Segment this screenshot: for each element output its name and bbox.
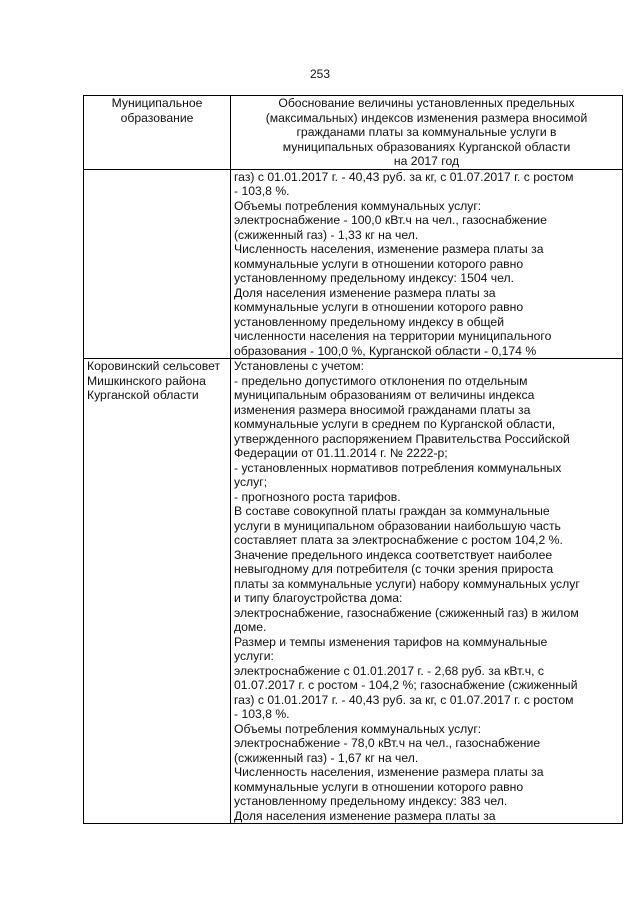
header-col2-line: на 2017 год: [393, 154, 460, 168]
text-line: численности населения на территории муниципального: [234, 329, 552, 343]
text-line: Значение предельного индекса соответствует наиболее: [234, 547, 553, 562]
header-col2-line: Обоснование величины установленных предельных: [278, 96, 575, 110]
text-line: электроснабжение - 78,0 кВт.ч на чел., газоснабжение: [234, 736, 541, 750]
text-line: - предельно допустимого отклонения по отдельным: [234, 373, 528, 388]
text-line: установленному предельному индексу: 1504 чел.: [234, 271, 515, 285]
text-line: услуги в муниципальном образовании наибольшую часть: [234, 518, 561, 533]
text-line: коммунальные услуги в отношении которого равно: [234, 300, 524, 314]
text-line: газ) с 01.01.2017 г. - 40,43 руб. за кг, с 01.07.2017 г. с ростом: [234, 692, 574, 707]
text-line: Доля населения изменение размера платы за: [234, 285, 496, 300]
text-line: услуг;: [234, 475, 268, 489]
text-line: Доля населения изменение размера платы за: [234, 808, 496, 823]
text-line: - 103,8 %.: [234, 184, 290, 198]
municipality-cell: [84, 359, 231, 824]
text-line: муниципальным образованиям от величины индекса: [234, 388, 535, 402]
text-line: Объемы потребления коммунальных услуг:: [234, 198, 482, 213]
header-municipality-cell: [84, 96, 231, 170]
text-line: газ) с 01.01.2017 г. - 40,43 руб. за кг, с 01.07.2017 г. с ростом: [234, 169, 574, 184]
text-line: образования - 100,0 %, Курганской области - 0,174 %: [234, 343, 537, 358]
text-line: - 103,8 %.: [234, 707, 290, 721]
municipality-name-line: Коровинский сельсовет: [87, 359, 221, 373]
text-line: невыгодному для потребителя (с точки зрения прироста: [234, 562, 554, 576]
header-col1-line: образование: [120, 110, 194, 125]
text-line: В составе совокупной платы граждан за коммунальные: [234, 504, 550, 518]
justification-cell: [231, 359, 623, 824]
text-line: установленному предельному индексу в общей: [234, 314, 505, 329]
header-col2-line: гражданами платы за коммунальные услуги в: [296, 125, 557, 139]
municipality-name-line: Мишкинского района: [87, 373, 206, 388]
text-line: Размер и темпы изменения тарифов на коммунальные: [234, 634, 548, 649]
text-line: электроснабжение - 100,0 кВт.ч на чел., газоснабжение: [234, 213, 547, 227]
tariff-index-table: [83, 95, 623, 824]
text-line: Федерации от 01.11.2014 г. № 2222-р;: [234, 446, 448, 460]
text-line: коммунальные услуги в отношении которого равно: [234, 256, 524, 271]
text-line: Установлены с учетом:: [234, 359, 364, 373]
header-col2-line: муниципальных образованиях Курганской области: [282, 139, 571, 154]
text-line: (сжиженный газ) - 1,33 кг на чел.: [234, 227, 419, 242]
table-header-row: [84, 96, 623, 170]
header-col2-line: (максимальных) индексов изменения размера вносимой: [265, 110, 588, 125]
text-line: платы за коммунальные услуги) набору коммунальных услуг: [234, 576, 580, 591]
justification-cell: [231, 169, 623, 359]
table-row: [84, 359, 623, 824]
text-line: коммунальные услуги в среднем по Курганской области,: [234, 417, 556, 431]
table-row: [84, 169, 623, 359]
page-number: 253: [309, 67, 331, 81]
municipality-cell: [84, 169, 231, 359]
header-justification-cell: [231, 96, 623, 170]
text-line: электроснабжение с 01.01.2017 г. - 2,68 руб. за кВт.ч, с: [234, 663, 544, 678]
text-line: утвержденного распоряжением Правительства Российской: [234, 431, 570, 446]
text-line: - прогнозного роста тарифов.: [234, 489, 401, 504]
header-col1-line: Муниципальное: [111, 96, 203, 110]
text-line: 01.07.2017 г. с ростом - 104,2 %; газоснабжение (сжиженный: [234, 678, 578, 692]
text-line: и типу благоустройства дома:: [234, 591, 403, 605]
text-line: Численность населения, изменение размера платы за: [234, 765, 544, 779]
text-line: услуги:: [234, 649, 274, 663]
text-line: установленному предельному индексу: 383 чел.: [234, 794, 508, 808]
text-line: коммунальные услуги в отношении которого равно: [234, 779, 524, 794]
text-line: электроснабжение, газоснабжение (сжиженный газ) в жилом: [234, 605, 579, 620]
text-line: (сжиженный газ) - 1,67 кг на чел.: [234, 750, 419, 765]
text-line: - установленных нормативов потребления коммунальных: [234, 460, 562, 475]
text-line: составляет плата за электроснабжение с ростом 104,2 %.: [234, 533, 563, 547]
municipality-name-line: Курганской области: [87, 388, 199, 402]
text-line: изменения размера вносимой гражданами платы за: [234, 402, 531, 417]
text-line: доме.: [234, 620, 267, 634]
text-line: Численность населения, изменение размера платы за: [234, 242, 544, 256]
text-line: Объемы потребления коммунальных услуг:: [234, 721, 482, 736]
